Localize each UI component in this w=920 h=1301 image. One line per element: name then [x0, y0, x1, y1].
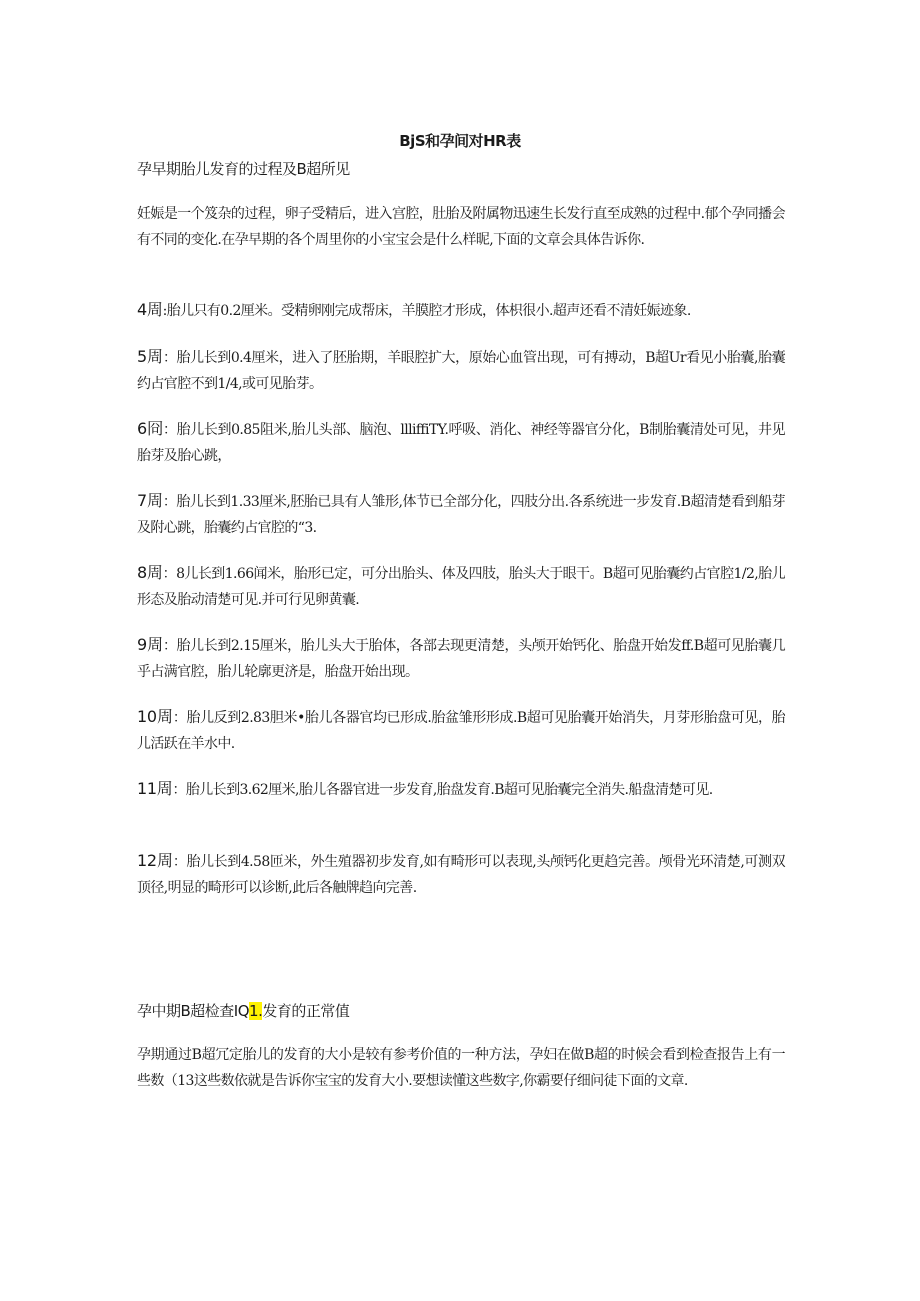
week-label: 4周 [137, 300, 163, 319]
week-text: ：胎儿长到3.62厘米,胎儿各器官进一步发育,胎盘发育.B超可见胎囊完全消失.船盘清楚可见. [172, 782, 713, 798]
week-paragraph-12 [137, 848, 785, 901]
highlighted-text: 1. [249, 1002, 263, 1020]
week-text: ：胎儿长到1.33厘米,胚胎已具有人雏形,体节已全部分化，四肢分出.各系统进一步发育.B超清楚看到船芽及附心跳，胎囊约占官腔的“3. [137, 494, 785, 536]
week-text: ：胎儿长到0.85阻米,胎儿头部、脑泡、llliffiTY.呼吸、消化、神经等器官分化，B制胎囊清处可见，井见胎芽及胎心跳， [137, 422, 785, 464]
document-title: BjS和孕间对HR表 [399, 132, 521, 150]
week-paragraph-7 [137, 488, 785, 541]
heading-part: 孕中期B超检查IQ [137, 1002, 250, 1020]
week-paragraph-10 [137, 704, 785, 757]
heading-part: 发育的正常值 [262, 1002, 350, 1020]
week-label: 9周 [137, 635, 163, 654]
week-paragraph-8 [137, 560, 785, 613]
section-heading-early-pregnancy: 孕早期胎儿发育的过程及B超所见 [137, 160, 350, 178]
week-paragraph-4 [137, 297, 785, 324]
week-paragraph-11 [137, 776, 785, 803]
week-text: ：胎儿长到2.15厘米，胎儿头大于胎体，各部去现更清楚，头颅开始钙化、胎盘开始发ff.B超可见胎囊几乎占满官腔，胎儿轮廓更济是，胎盘开始出现。 [137, 638, 785, 680]
mid-pregnancy-paragraph: 孕期通过B超冗定胎儿的发育的大小是较有参考价值的一种方法，孕妇在做B超的时候会看到检查报告上有一些数（13这些数依就是告诉你宝宝的发育大小.要想读懂这些数字,你霸要仔细问徒下面的文章. [137, 1047, 785, 1089]
week-label: 11周 [137, 779, 173, 798]
week-paragraph-6 [137, 416, 785, 469]
week-label: 10周 [137, 707, 173, 726]
week-paragraph-9 [137, 632, 785, 685]
week-text: ：胎儿长到0.4厘米，进入了胚胎期，羊眼腔扩大，原始心血管出现，可有搏动，B超Ur看见小胎囊,胎囊约占官腔不到1/4,或可见胎芽。 [137, 350, 785, 392]
week-label: 5周 [137, 347, 163, 366]
week-label: 6冏 [137, 419, 164, 438]
week-paragraph-5 [137, 344, 785, 397]
week-label: 8周 [137, 563, 163, 582]
week-text: ：8儿长到1.66闻米，胎形已定，可分出胎头、体及四肢，胎头大于眼干。B超可见胎囊约占官腔1/2,胎儿形态及胎动清楚可见.并可行见卵黄囊. [137, 566, 785, 608]
week-text: ：胎儿长到4.58匝米，外生殖器初步发育,如有畸形可以表现,头颅钙化更趋完善。颅骨光环清楚,可测双顶径,明显的畸形可以诊断,此后各触牌趋向完善. [137, 854, 786, 896]
week-label: 7周 [137, 491, 163, 510]
section-heading-mid-pregnancy [137, 1000, 349, 1021]
week-text: ：胎儿反到2.83胆米•胎儿各器官均已形成.胎盆雏形形成.B超可见胎囊开始消失，月芽形胎盘可见，胎儿活跃在羊水中. [137, 710, 785, 752]
week-label: 12周 [137, 851, 173, 870]
intro-paragraph: 妊娠是一个笈杂的过程，卵子受精后，进入宫腔，肚胎及附属物迅速生长发行直至成熟的过程中.郁个孕同播会有不同的变化.在孕早期的各个周里你的小宝宝会是什么样昵,下面的文章会具体告诉你. [137, 206, 785, 248]
week-text: :胎儿只有0.2厘米。受精卵刚完成帮床，羊膜腔才形成，体枳很小.超声还看不清妊娠迹象. [162, 303, 691, 319]
